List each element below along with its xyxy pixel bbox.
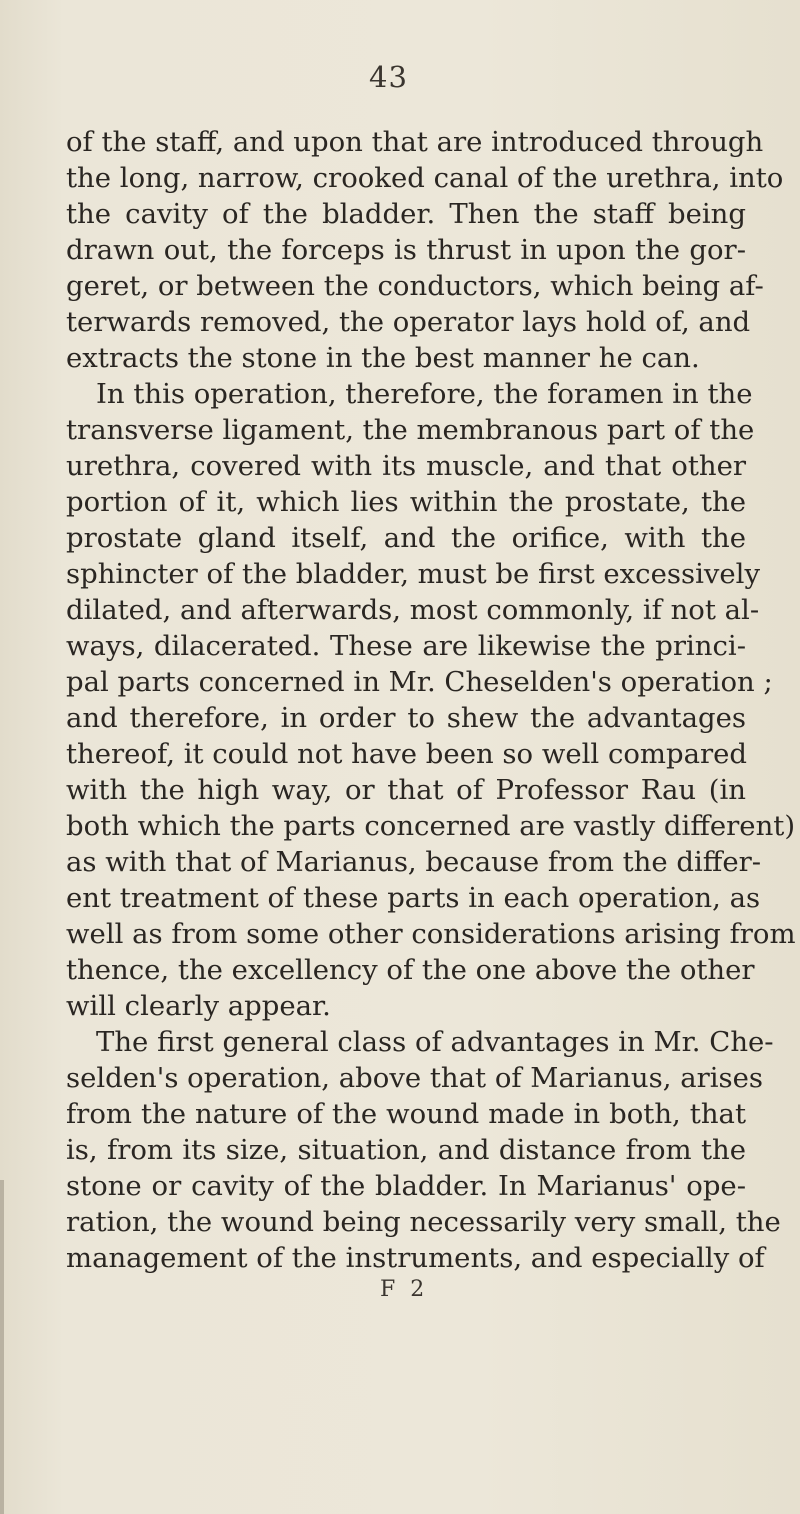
- text-line: with the high way, or that of Professor Rau (in: [66, 774, 746, 806]
- text-line: The first general class of advantages in Mr. Che-: [96, 1026, 774, 1058]
- text-line: extracts the stone in the best manner he can.: [66, 342, 700, 374]
- page-number: 43: [369, 60, 408, 94]
- text-line: geret, or between the conductors, which being af-: [66, 270, 764, 302]
- text-line: ent treatment of these parts in each operation, as: [66, 882, 761, 914]
- text-line: will clearly appear.: [66, 990, 331, 1022]
- text-line: terwards removed, the operator lays hold of, and: [66, 306, 751, 338]
- text-line: stone or cavity of the bladder. In Marianus' ope-: [66, 1170, 746, 1202]
- text-line: and therefore, in order to shew the advantages: [66, 702, 746, 734]
- text-line: transverse ligament, the membranous part of the: [66, 414, 755, 446]
- text-line: the cavity of the bladder. Then the staff being: [66, 198, 746, 230]
- text-line: thence, the excellency of the one above the other: [66, 954, 755, 986]
- text-line: is, from its size, situation, and distance from the: [66, 1134, 746, 1166]
- text-line: management of the instruments, and especially of: [66, 1242, 765, 1274]
- text-line: ration, the wound being necessarily very small, the: [66, 1206, 781, 1238]
- text-line: selden's operation, above that of Marianus, arises: [66, 1062, 764, 1094]
- text-line: thereof, it could not have been so well compared: [66, 738, 748, 770]
- text-line: portion of it, which lies within the prostate, the: [66, 486, 746, 518]
- text-line: of the staff, and upon that are introduced through: [66, 126, 764, 158]
- text-line: as with that of Marianus, because from the differ-: [66, 846, 762, 878]
- text-line: ways, dilacerated. These are likewise the princi-: [66, 630, 746, 662]
- text-line: from the nature of the wound made in both, that: [66, 1098, 746, 1130]
- text-line: pal parts concerned in Mr. Cheselden's operation ;: [66, 666, 773, 698]
- text-line: well as from some other considerations arising from: [66, 918, 796, 950]
- text-line: sphincter of the bladder, must be first excessively: [66, 558, 761, 590]
- signature-mark: F 2: [380, 1277, 429, 1302]
- text-line: urethra, covered with its muscle, and that other: [66, 450, 746, 482]
- binding-edge: [0, 1180, 4, 1514]
- text-line: prostate gland itself, and the orifice, with the: [66, 522, 746, 554]
- text-line: In this operation, therefore, the foramen in the: [96, 378, 753, 410]
- text-line: the long, narrow, crooked canal of the urethra, into: [66, 162, 784, 194]
- text-line: drawn out, the forceps is thrust in upon the gor-: [66, 234, 746, 266]
- text-line: both which the parts concerned are vastly different): [66, 810, 796, 842]
- text-line: dilated, and afterwards, most commonly, if not al-: [66, 594, 760, 626]
